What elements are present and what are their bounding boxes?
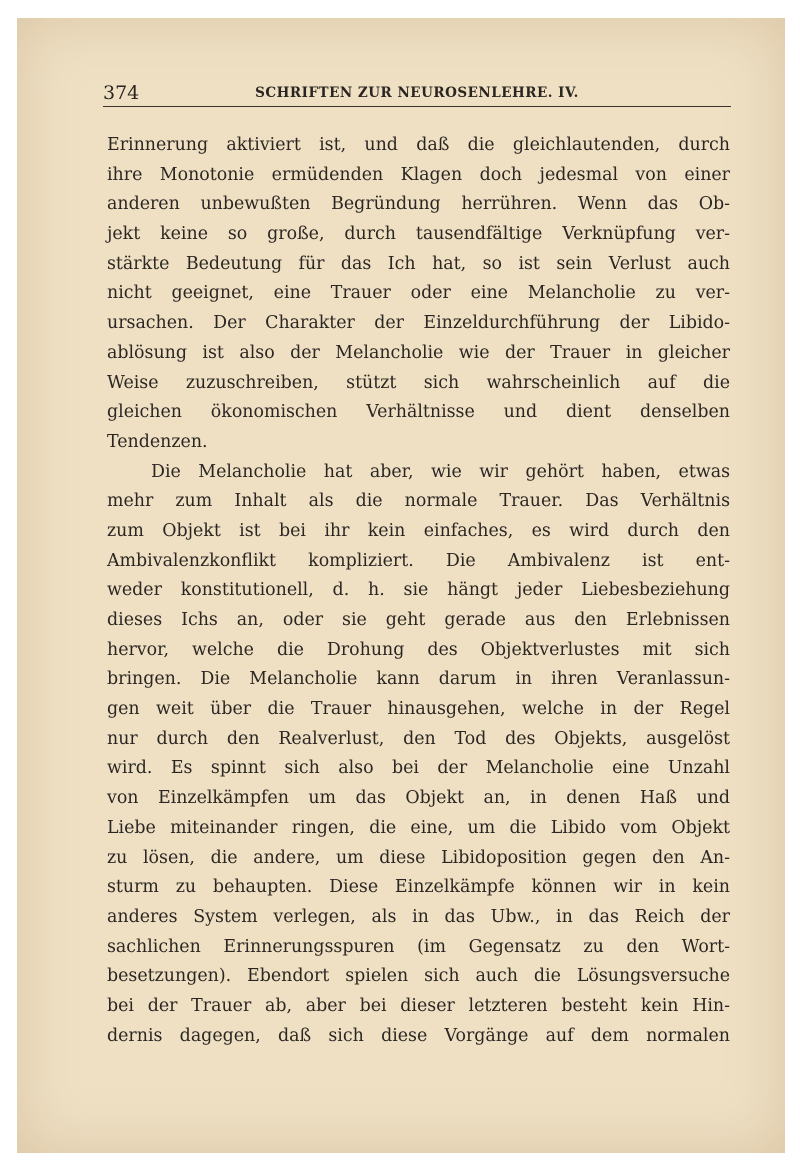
page-number: 374 xyxy=(103,82,140,104)
header-rule xyxy=(103,106,731,107)
text-line: nicht geeignet, eine Trauer oder eine Melancholie zu ver- xyxy=(107,283,730,304)
paragraph-end-line: Tendenzen. xyxy=(107,431,208,452)
text-line: zum Objekt ist bei ihr kein einfaches, es wird durch den xyxy=(107,520,730,541)
text-line: dernis dagegen, daß sich diese Vorgänge auf dem normalen xyxy=(107,1025,730,1046)
text-line: hervor, welche die Drohung des Objektverlustes mit sich xyxy=(107,639,730,660)
text-line: Liebe miteinander ringen, die eine, um die Libido vom Objekt xyxy=(107,817,730,838)
text-line: ursachen. Der Charakter der Einzeldurchführung der Libido- xyxy=(107,313,730,334)
text-line: weder konstitutionell, d. h. sie hängt jeder Liebesbeziehung xyxy=(107,580,730,601)
text-line: ihre Monotonie ermüdenden Klagen doch jedesmal von einer xyxy=(107,164,730,185)
text-line: von Einzelkämpfen um das Objekt an, in denen Haß und xyxy=(107,788,730,809)
text-line: zu lösen, die andere, um diese Libidoposition gegen den An- xyxy=(107,847,730,868)
text-line: ablösung ist also der Melancholie wie der Trauer in gleicher xyxy=(107,342,730,363)
text-line: sachlichen Erinnerungsspuren (im Gegensatz zu den Wort- xyxy=(107,936,730,957)
text-line: dieses Ichs an, oder sie geht gerade aus den Erlebnissen xyxy=(107,610,730,630)
text-line: anderen unbewußten Begründung herrühren. Wenn das Ob- xyxy=(107,194,730,215)
text-line: bringen. Die Melancholie kann darum in ihren Veranlassun- xyxy=(107,669,730,690)
text-line: Erinnerung aktiviert ist, und daß die gleichlautenden, durch xyxy=(107,135,730,155)
text-line: bei der Trauer ab, aber bei dieser letzteren besteht kein Hin- xyxy=(107,995,730,1016)
text-line: anderes System verlegen, als in das Ubw., in das Reich der xyxy=(107,906,730,927)
text-line: stärkte Bedeutung für das Ich hat, so ist sein Verlust auch xyxy=(107,253,730,274)
text-line: nur durch den Realverlust, den Tod des Objekts, ausgelöst xyxy=(107,728,730,749)
running-head: SCHRIFTEN ZUR NEUROSENLEHRE. IV. xyxy=(255,85,579,101)
text-line: jekt keine so große, durch tausendfältige Verknüpfung ver- xyxy=(107,224,730,245)
text-line: sturm zu behaupten. Diese Einzelkämpfe können wir in kein xyxy=(107,877,730,898)
text-line: besetzungen). Ebendort spielen sich auch die Lösungsversuche xyxy=(107,966,730,987)
text-line: wird. Es spinnt sich also bei der Melancholie eine Unzahl xyxy=(107,758,730,779)
page-header xyxy=(103,82,731,108)
text-line: mehr zum Inhalt als die normale Trauer. Das Verhältnis xyxy=(107,491,730,512)
text-line: gleichen ökonomischen Verhältnisse und dient denselben xyxy=(107,402,730,423)
text-line: Ambivalenzkonflikt kompliziert. Die Ambivalenz ist ent- xyxy=(107,550,730,571)
text-line: Weise zuzuschreiben, stützt sich wahrscheinlich auf die xyxy=(107,372,730,393)
body-text xyxy=(107,131,730,1051)
text-line: gen weit über die Trauer hinausgehen, welche in der Regel xyxy=(107,699,730,720)
paragraph-first-line: Die Melancholie hat aber, wie wir gehört haben, etwas xyxy=(151,461,730,482)
